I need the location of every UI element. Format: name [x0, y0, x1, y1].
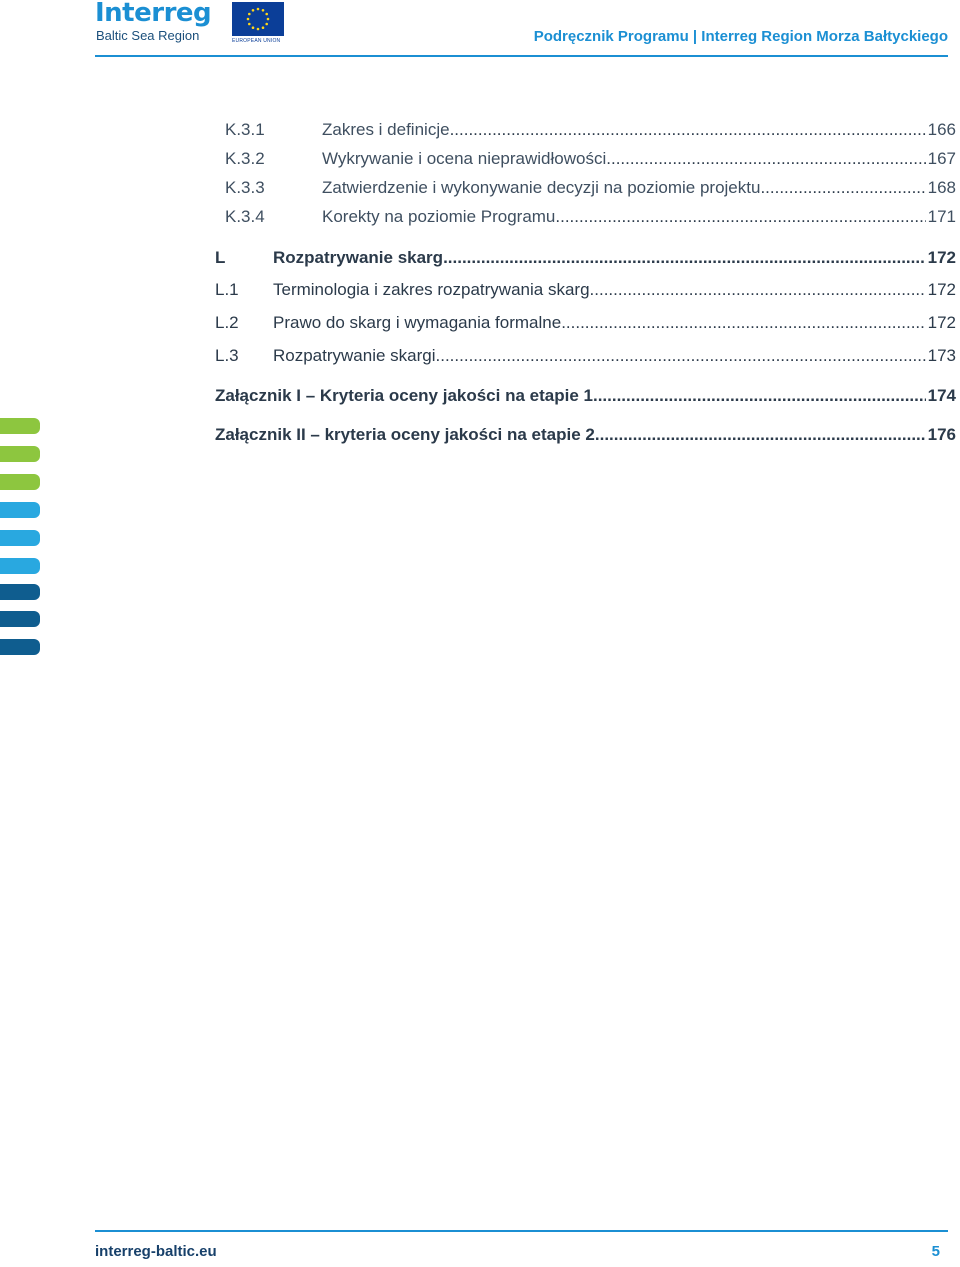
side-bar	[0, 446, 40, 462]
toc-entry[interactable]	[225, 120, 956, 140]
toc-entry-number: L.1	[215, 280, 239, 299]
side-bar	[0, 558, 40, 574]
toc-entry[interactable]	[215, 248, 956, 268]
toc-entry-annex[interactable]	[215, 386, 956, 406]
toc-leader-dots	[561, 313, 925, 333]
toc-entry-number: L.3	[215, 346, 239, 365]
side-bar	[0, 611, 40, 627]
toc-entry[interactable]	[215, 280, 956, 300]
toc-leader-dots	[760, 178, 925, 198]
toc-leader-dots	[606, 149, 925, 169]
eu-label: EUROPEAN UNION	[232, 38, 281, 44]
toc-entry-title: Korekty na poziomie Programu	[322, 207, 556, 226]
side-bar	[0, 584, 40, 600]
toc-entry[interactable]	[215, 313, 956, 333]
toc-leader-dots	[443, 248, 926, 268]
toc-entry-number: K.3.3	[225, 178, 265, 197]
toc-leader-dots	[595, 425, 926, 445]
eu-flag-icon	[232, 2, 284, 36]
toc-entry-title: Terminologia i zakres rozpatrywania skarg	[273, 280, 590, 299]
toc-entry-page: 172	[927, 248, 956, 267]
toc-entry-page: 176	[927, 425, 956, 444]
toc-entry-page: 174	[927, 386, 956, 405]
side-bar	[0, 639, 40, 655]
toc-entry-page: 171	[927, 207, 956, 226]
logo-title: Interreg	[95, 0, 212, 28]
toc-entry-number: K.3.1	[225, 120, 265, 139]
toc-leader-dots	[450, 120, 926, 140]
toc-entry[interactable]	[225, 149, 956, 169]
toc-entry-title: Prawo do skarg i wymagania formalne	[273, 313, 562, 332]
toc-entry-page: 173	[927, 346, 956, 365]
toc-entry-number: K.3.2	[225, 149, 265, 168]
footer-url-link[interactable]: interreg-baltic.eu	[95, 1243, 217, 1260]
header-title: Podręcznik Programu | Interreg Region Morza Bałtyckiego	[533, 28, 948, 45]
toc-entry-page: 167	[927, 149, 956, 168]
side-bar	[0, 530, 40, 546]
toc-entry-number: L	[215, 248, 226, 267]
toc-entry[interactable]	[215, 346, 956, 366]
toc-entry[interactable]	[225, 178, 956, 198]
toc-entry-number: K.3.4	[225, 207, 265, 226]
side-bar	[0, 502, 40, 518]
toc-leader-dots	[555, 207, 925, 227]
toc-entry-annex[interactable]	[215, 425, 956, 445]
toc-leader-dots	[436, 346, 926, 366]
toc-entry-page: 168	[927, 178, 956, 197]
toc-entry-title: Wykrywanie i ocena nieprawidłowości	[322, 149, 607, 168]
toc-entry-page: 172	[927, 313, 956, 332]
toc-entry-page: 166	[927, 120, 956, 139]
toc-entry-page: 172	[927, 280, 956, 299]
header-divider	[95, 55, 948, 57]
logo-subtitle: Baltic Sea Region	[96, 28, 200, 43]
side-bar	[0, 418, 40, 434]
toc-entry-title: Rozpatrywanie skargi	[273, 346, 436, 365]
footer-divider	[95, 1230, 948, 1232]
toc-entry-title: Rozpatrywanie skarg	[273, 248, 444, 267]
toc-entry[interactable]	[225, 207, 956, 227]
toc-leader-dots	[593, 386, 926, 406]
toc-leader-dots	[590, 280, 926, 300]
toc-entry-title: Załącznik I – Kryteria oceny jakości na etapie 1	[215, 386, 593, 405]
toc-entry-title: Załącznik II – kryteria oceny jakości na etapie 2	[215, 425, 595, 444]
side-bar	[0, 474, 40, 490]
toc-entry-title: Zatwierdzenie i wykonywanie decyzji na poziomie projektu	[322, 178, 761, 197]
toc-entry-number: L.2	[215, 313, 239, 332]
toc-entry-title: Zakres i definicje	[322, 120, 450, 139]
page-number: 5	[931, 1243, 940, 1260]
